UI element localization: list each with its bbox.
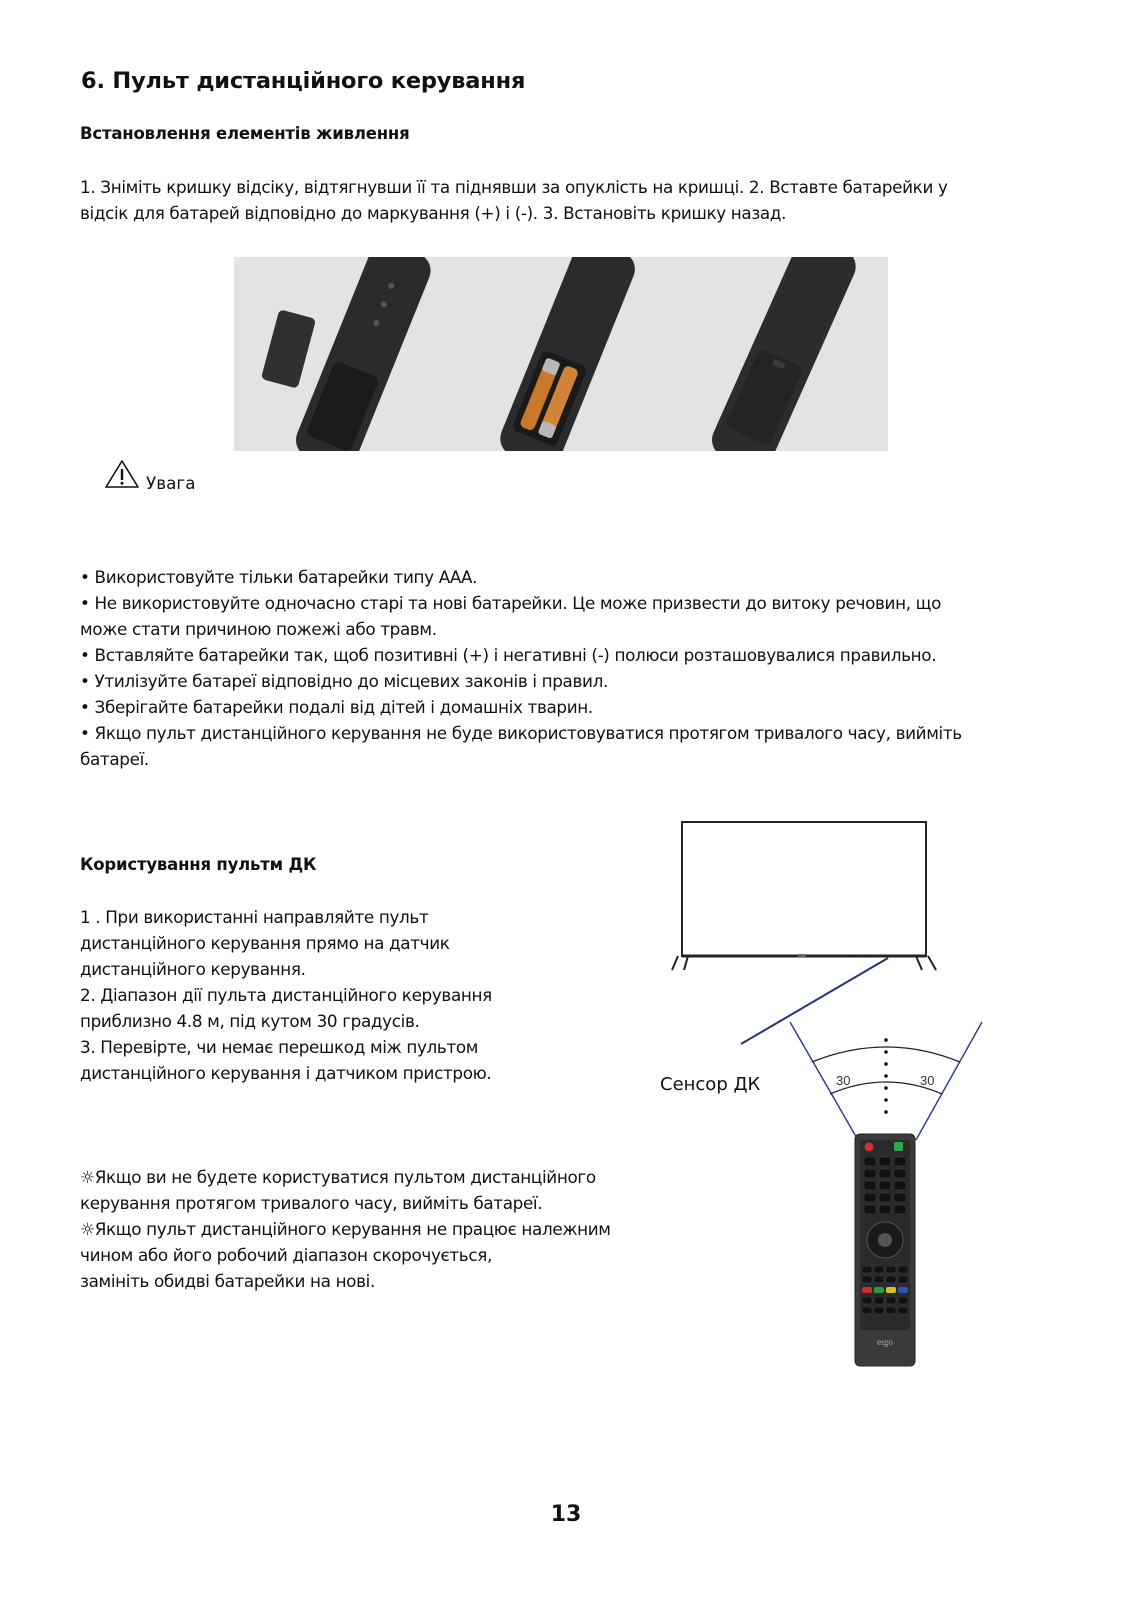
usage-step-line: дистанційного керування прямо на датчик <box>80 933 450 953</box>
sensor-pointer-line <box>741 958 888 1044</box>
photo-remote-cover-removed <box>234 257 452 451</box>
warning-text: Увага <box>146 473 196 493</box>
angle-right-label: 30 <box>920 1073 935 1088</box>
photo-remote-cover-closed <box>670 257 888 451</box>
bullet-line: може стати причиною пожежі або травм. <box>80 619 437 639</box>
bullet-line: • Утилізуйте батареї відповідно до місцевих законів і правил. <box>80 671 608 691</box>
bullet-line: • Використовуйте тільки батарейки типу ААА. <box>80 567 478 587</box>
remote-illustration <box>855 1134 915 1366</box>
page-number: 13 <box>550 1502 582 1527</box>
remote-brand-logo: ergo <box>877 1337 893 1347</box>
warning-label <box>104 459 196 493</box>
section-title: 6. Пульт дистанційного керування <box>81 68 526 94</box>
usage-note-line: ☼Якщо ви не будете користуватися пультом дистанційного <box>80 1167 596 1187</box>
usage-step-line: 3. Перевірте, чи немає перешкод між пультом <box>80 1037 479 1057</box>
usage-step-line: дистанційного керування. <box>80 959 306 979</box>
usage-note-line: чином або його робочий діапазон скорочується, <box>80 1245 492 1265</box>
instruction-line: 1. Зніміть кришку відсіку, відтягнувши її та піднявши за опуклість на кришці. 2. Вставте батарейки у <box>80 177 948 197</box>
usage-steps <box>80 904 640 1086</box>
usage-step-line: 2. Діапазон дії пульта дистанційного керування <box>80 985 492 1005</box>
bullet-line: • Зберігайте батарейки подалі від дітей і домашніх тварин. <box>80 697 593 717</box>
range-cone <box>790 1022 982 1140</box>
angle-left-label: 30 <box>836 1073 851 1088</box>
usage-note-line: керування протягом тривалого часу, вийміть батареї. <box>80 1193 543 1213</box>
battery-photo-strip <box>234 257 888 451</box>
instruction-line: відсік для батарей відповідно до маркування (+) і (-). 3. Встановіть кришку назад. <box>80 203 787 223</box>
usage-step-line: дистанційного керування і датчиком пристрою. <box>80 1063 492 1083</box>
photo-remote-batteries-inserted <box>452 257 670 451</box>
bullet-line: • Якщо пульт дистанційного керування не буде використовуватися протягом тривалого часу, вийміть <box>80 723 962 743</box>
usage-notes <box>80 1164 700 1294</box>
usage-heading: Користування пультм ДК <box>80 855 317 874</box>
sensor-label: Сенсор ДК <box>660 1074 761 1095</box>
warning-triangle-icon <box>104 459 140 493</box>
usage-note-line: ☼Якщо пульт дистанційного керування не працює належним <box>80 1219 611 1239</box>
battery-heading: Встановлення елементів живлення <box>80 124 410 143</box>
bullet-line: • Не використовуйте одночасно старі та нові батарейки. Це може призвести до витоку речовин, що <box>80 593 942 613</box>
remote-range-diagram <box>640 800 1080 1410</box>
tv-illustration <box>672 822 936 970</box>
bullet-line: батареї. <box>80 749 149 769</box>
battery-instructions <box>80 174 1070 226</box>
usage-step-line: 1 . При використанні направляйте пульт <box>80 907 429 927</box>
usage-note-line: замініть обидві батарейки на нові. <box>80 1271 375 1291</box>
usage-step-line: приблизно 4.8 м, під кутом 30 градусів. <box>80 1011 420 1031</box>
warning-bullets <box>80 564 1070 772</box>
bullet-line: • Вставляйте батарейки так, щоб позитивні (+) і негативні (-) полюси розташовувалися правильно. <box>80 645 937 665</box>
